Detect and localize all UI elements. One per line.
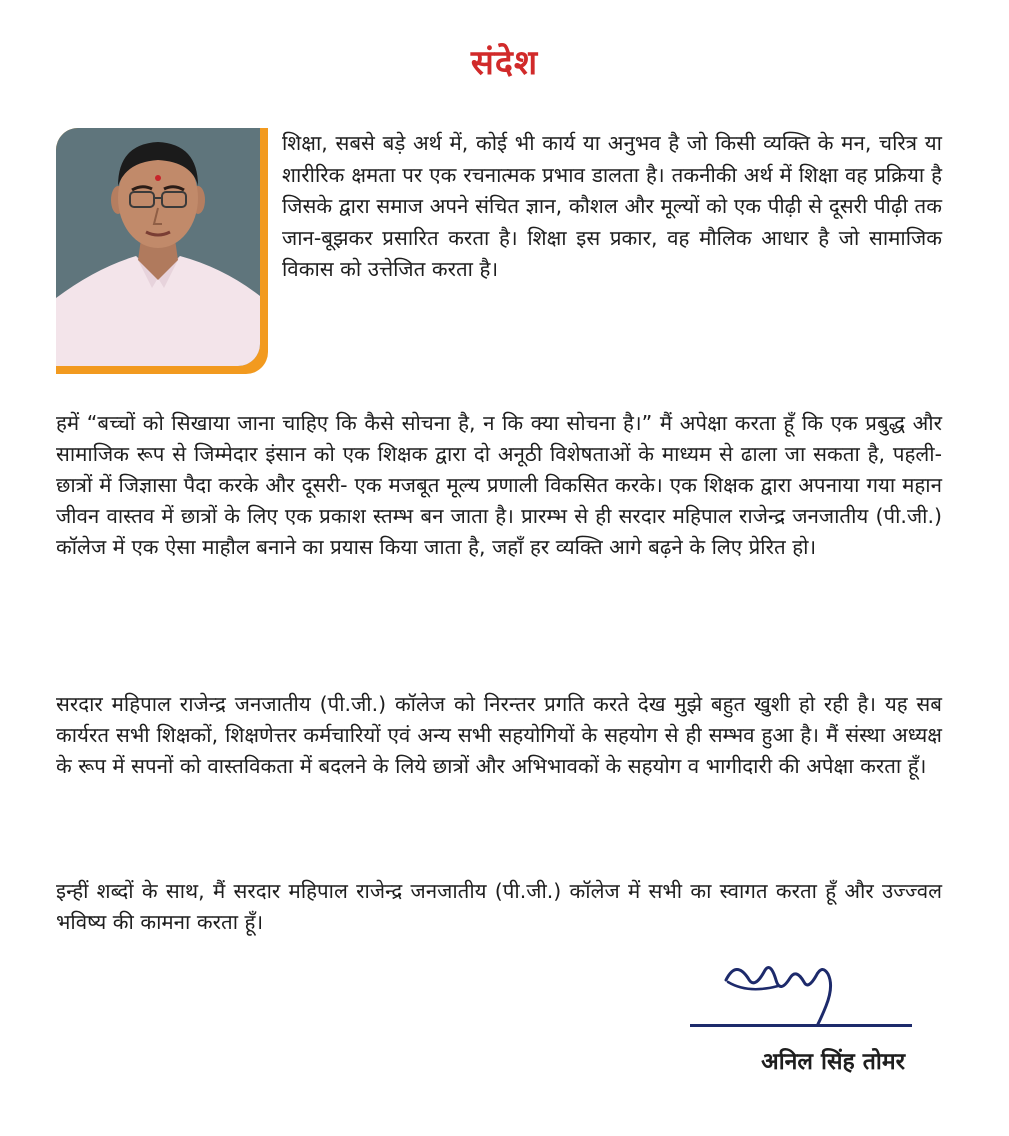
- portrait-frame: [56, 128, 268, 374]
- handwritten-signature: [718, 950, 848, 1030]
- paragraph-4: इन्हीं शब्दों के साथ, मैं सरदार महिपाल राजेन्द्र जनजातीय (पी.जी.) कॉलेज में सभी का स्वागत करता हूँ और उज्ज्वल भविष्य की कामना करता हूँ।: [56, 879, 942, 934]
- portrait-illustration: [56, 128, 260, 366]
- paragraph-3: सरदार महिपाल राजेन्द्र जनजातीय (पी.जी.) कॉलेज को निरन्तर प्रगति करते देख मुझे बहुत खुशी हो रही है। यह सब कार्यरत सभी शिक्षकों, शिक्षणेत्तर कर्मचारियों एवं अन्य सभी सहयोगियों के सहयोग से ही सम्भव हुआ है। मैं संस्था अध्यक्ष के रूप में सपनों को वास्तविकता में बदलने के लिये छात्रों और अभिभावकों के सहयोग व भागीदारी की अपेक्षा करता हूँ।: [56, 692, 942, 778]
- paragraph-2: हमें “बच्चों को सिखाया जाना चाहिए कि कैसे सोचना है, न कि क्या सोचना है।” मैं अपेक्षा करता हूँ कि एक प्रबुद्ध और सामाजिक रूप से जिम्मेदार इंसान को एक शिक्षक द्वारा दो अनूठी विशेषताओं के माध्यम से ढाला जा सकता है, पहली- छात्रों में जिज्ञासा पैदा करके और दूसरी- एक मजबूत मूल्य प्रणाली विकसित करके। एक शिक्षक द्वारा अपनाया गया महान जीवन वास्तव में छात्रों के लिए एक प्रकाश स्तम्भ बन जाता है। प्रारम्भ से ही सरदार महिपाल राजेन्द्र जनजातीय (पी.जी.) कॉलेज में एक ऐसा माहौल बनाने का प्रयास किया जाता है, जहाँ हर व्यक्ति आगे बढ़ने के लिए प्रेरित हो।: [56, 411, 942, 559]
- paragraph-1: शिक्षा, सबसे बड़े अर्थ में, कोई भी कार्य या अनुभव है जो किसी व्यक्ति के मन, चरित्र या शारीरिक क्षमता पर एक रचनात्मक प्रभाव डालता है। तकनीकी अर्थ में शिक्षा वह प्रक्रिया है जिसके द्वारा समाज अपने संचित ज्ञान, कौशल और मूल्यों को एक पीढ़ी से दूसरी पीढ़ी तक जान-बूझकर प्रसारित करता है। शिक्षा इस प्रकार, वह मौलिक आधार है जो सामाजिक विकास को उत्तेजित करता है।: [282, 131, 942, 281]
- page-title: संदेश: [470, 43, 539, 83]
- signer-name: अनिल सिंह तोमर: [761, 1049, 905, 1075]
- portrait-photo: [56, 128, 260, 366]
- signature-line: [690, 1024, 912, 1027]
